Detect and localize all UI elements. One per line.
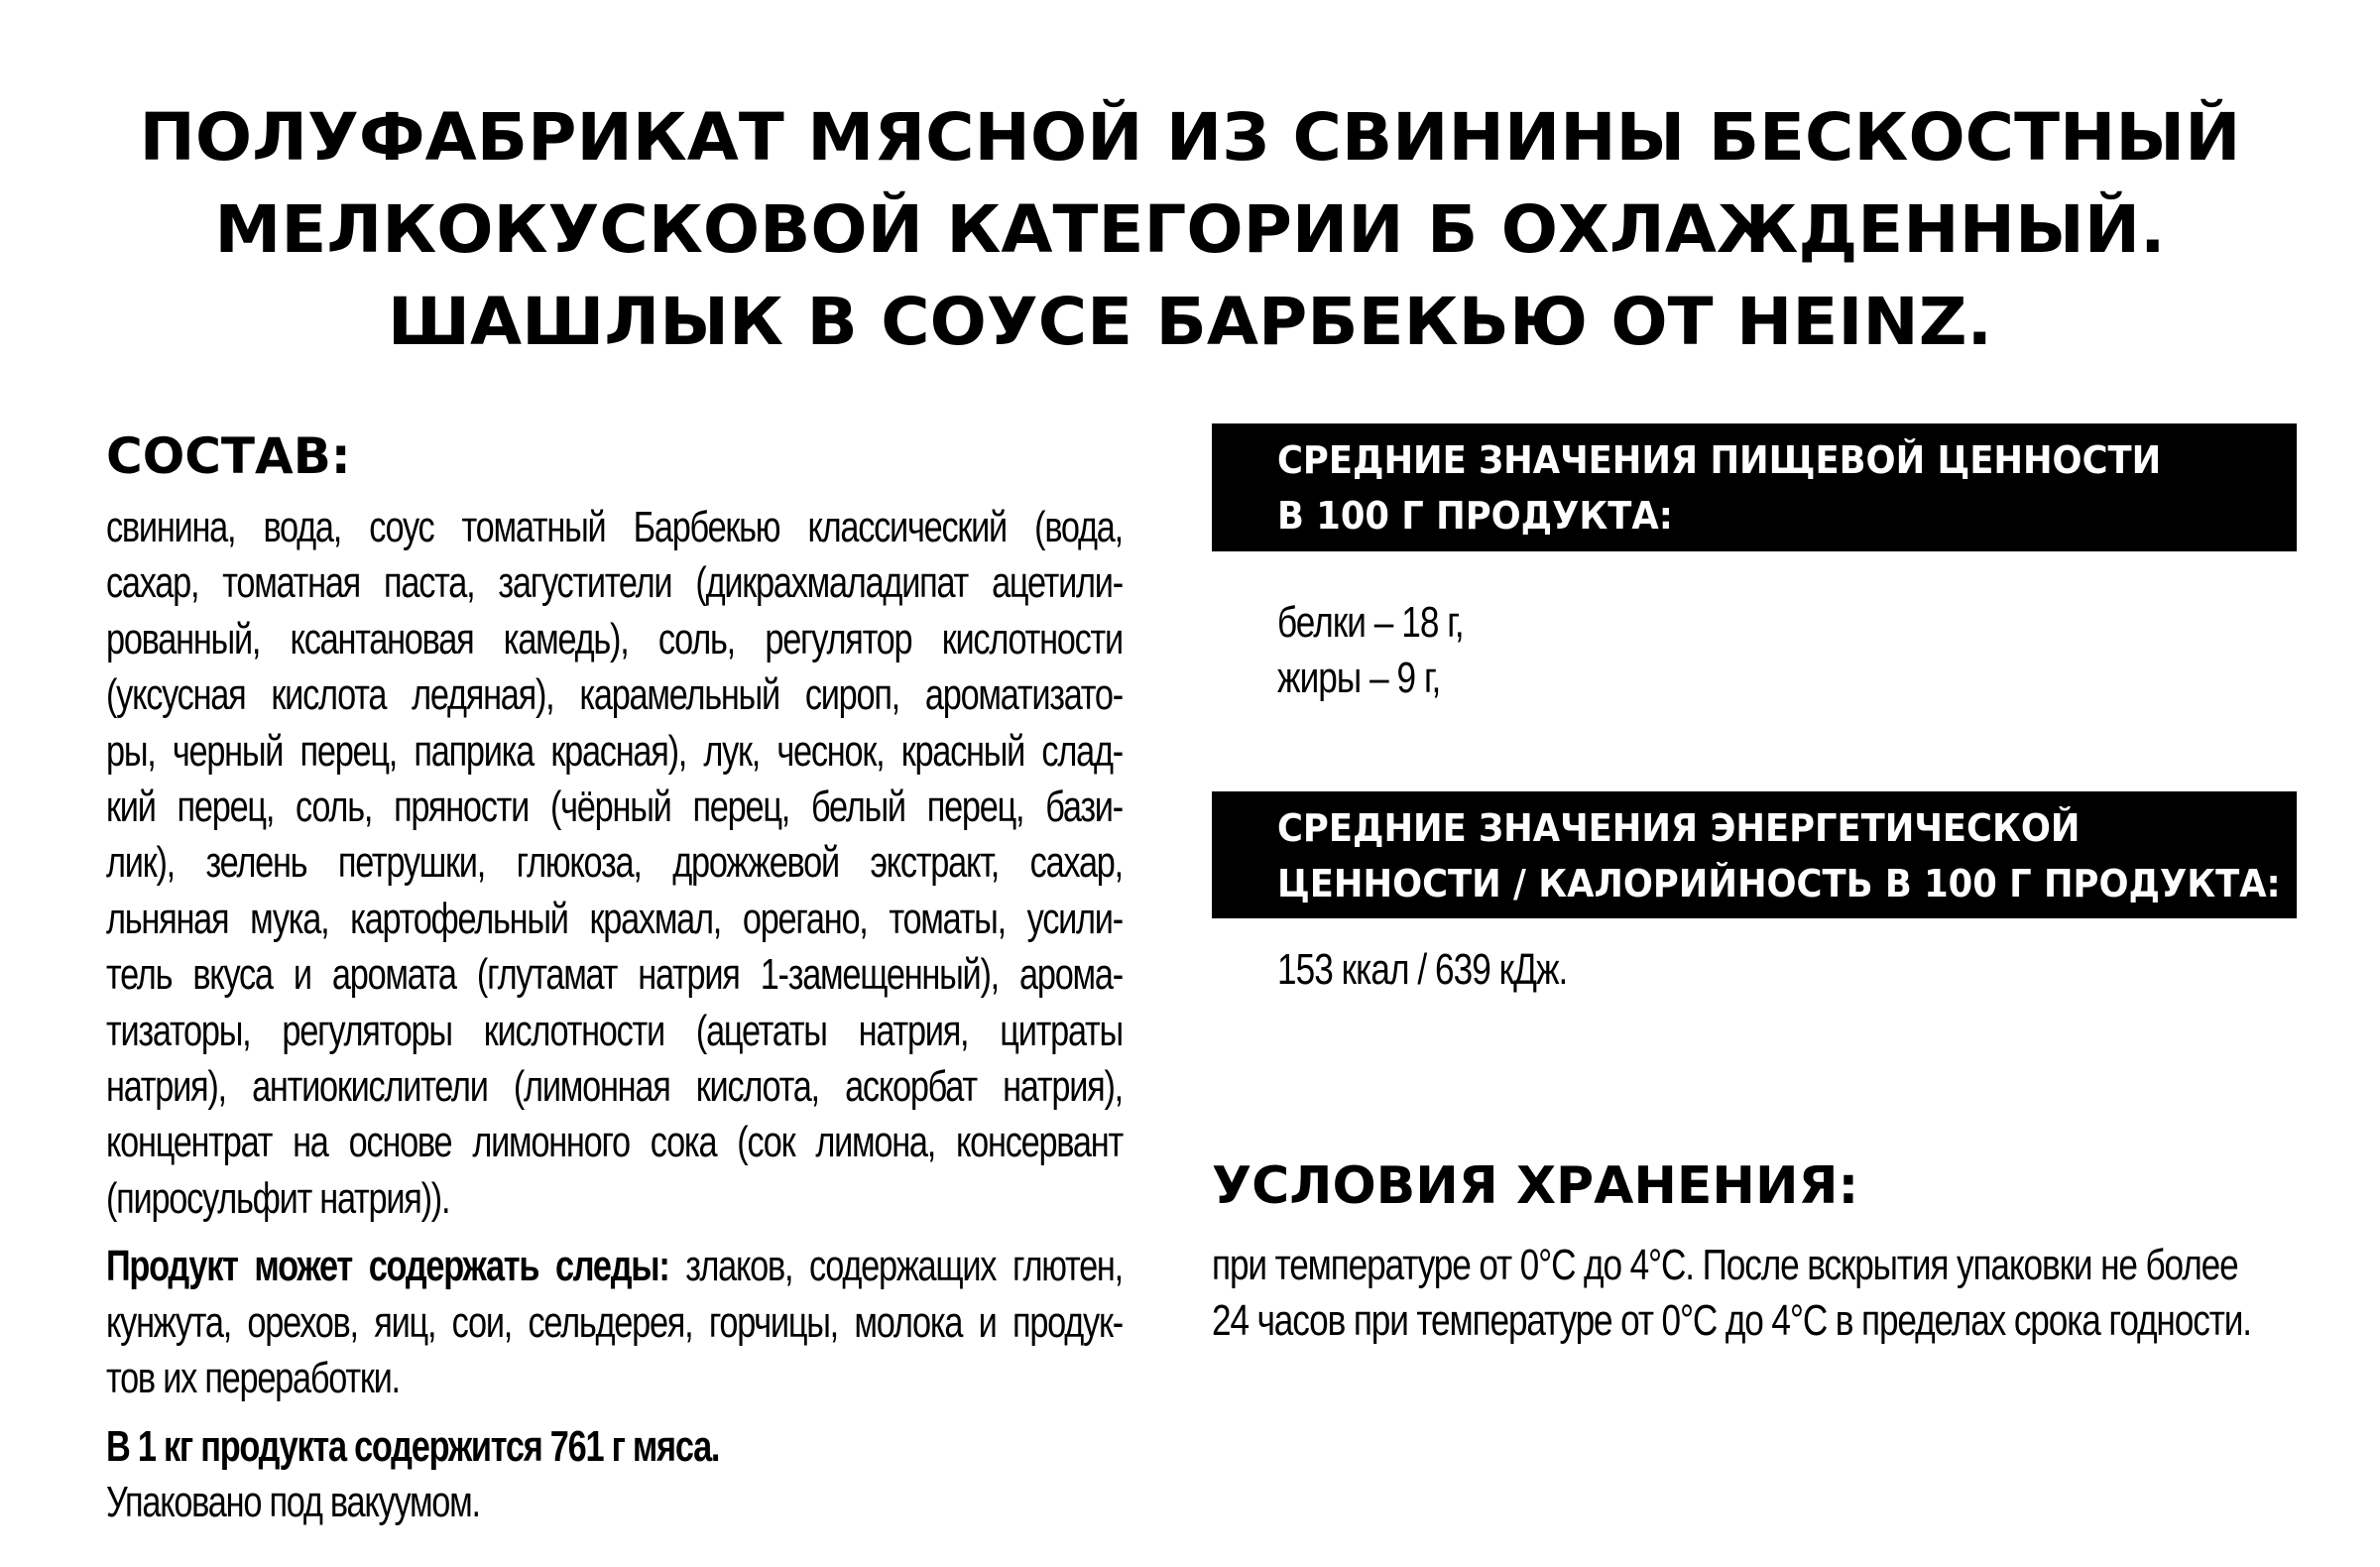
energy-value: 153 ккал / 639 кДж. [1277, 945, 1568, 994]
composition-heading: СОСТАВ: [106, 427, 351, 485]
ingredients-line: льняная мука, картофельный крахмал, орегано, томаты, усили- [106, 894, 1123, 943]
ingredients-line: (пиросульфит натрия)). [106, 1173, 450, 1223]
product-title-line-2: МЕЛКОКУСКОВОЙ КАТЕГОРИИ Б ОХЛАЖДЕННЫЙ. [214, 191, 2166, 269]
meat-content: В 1 кг продукта содержится 761 г мяса. [106, 1421, 720, 1471]
product-title-line-3: ШАШЛЫК В СОУСЕ БАРБЕКЬЮ ОТ HEINZ. [387, 284, 1993, 361]
product-title-line-1: ПОЛУФАБРИКАТ МЯСНОЙ ИЗ СВИНИНЫ БЕСКОСТНЫЙ [139, 99, 2241, 177]
ingredients-line: сахар, томатная паста, загустители (дикрахмаладипат ацетили- [106, 558, 1123, 608]
allergens-label: Продукт может содержать следы: [106, 1242, 669, 1291]
allergens-line [106, 1239, 1123, 1294]
allergens-line: кунжута, орехов, яиц, сои, сельдерея, горчицы, молока и продук- [106, 1297, 1123, 1347]
ingredients-line: (уксусная кислота ледяная), карамельный сироп, ароматизато- [106, 670, 1123, 720]
composition-section [106, 426, 1123, 1530]
ingredients-line: свинина, вода, соус томатный Барбекью классический (вода, [106, 503, 1123, 551]
storage-text [1212, 1238, 2251, 1349]
allergens-text [106, 1239, 1123, 1406]
ingredients-line: тель вкуса и аромата (глутамат натрия 1-замещенный), арома- [106, 950, 1123, 1000]
nutrition-values [1277, 595, 1464, 706]
ingredients-line: натрия), антиокислители (лимонная кислота, аскорбат натрия), [106, 1062, 1123, 1112]
ingredients-line: тизаторы, регуляторы кислотности (ацетаты натрия, цитраты [106, 1006, 1123, 1055]
nutrition-heading-box [1212, 423, 2297, 551]
allergens-line: тов их переработки. [106, 1354, 400, 1403]
storage-heading: УСЛОВИЯ ХРАНЕНИЯ: [1212, 1156, 1859, 1216]
ingredients-line: кий перец, соль, пряности (чёрный перец, белый перец, бази- [106, 783, 1123, 832]
energy-heading-line-1: СРЕДНИЕ ЗНАЧЕНИЯ ЭНЕРГЕТИЧЕСКОЙ [1277, 806, 2081, 850]
storage-line-1: при температуре от 0°C до 4°C. После вскрытия упаковки не более [1212, 1241, 2238, 1289]
storage-section [1212, 1156, 2380, 1349]
ingredients-line: ры, черный перец, паприка красная), лук, чеснок, красный слад- [106, 726, 1123, 776]
protein-value: белки – 18 г, [1277, 598, 1464, 647]
nutrition-heading-line-2: В 100 Г ПРОДУКТА: [1277, 494, 1673, 538]
ingredients-line: рованный, ксантановая камедь), соль, регулятор кислотности [106, 614, 1123, 663]
meat-content-block [106, 1419, 1123, 1531]
fat-value: жиры – 9 г, [1277, 654, 1441, 702]
storage-line-2: 24 часов при температуре от 0°C до 4°C в пределах срока годности. [1212, 1296, 2251, 1345]
allergens-list-start: злаков, содержащих глютен, [668, 1242, 1123, 1291]
ingredients-line: лик), зелень петрушки, глюкоза, дрожжевой экстракт, сахар, [106, 838, 1123, 888]
ingredients-line: концентрат на основе лимонного сока (сок лимона, консервант [106, 1118, 1123, 1167]
energy-heading-box [1212, 791, 2297, 918]
product-title [0, 91, 2380, 368]
ingredients-text [106, 500, 1123, 1227]
energy-heading-line-2: ЦЕННОСТИ / КАЛОРИЙНОСТЬ В 100 Г ПРОДУКТА: [1277, 862, 2281, 905]
nutrition-heading-line-1: СРЕДНИЕ ЗНАЧЕНИЯ ПИЩЕВОЙ ЦЕННОСТИ [1277, 438, 2162, 482]
packaging-note: Упаковано под вакуумом. [106, 1477, 480, 1526]
